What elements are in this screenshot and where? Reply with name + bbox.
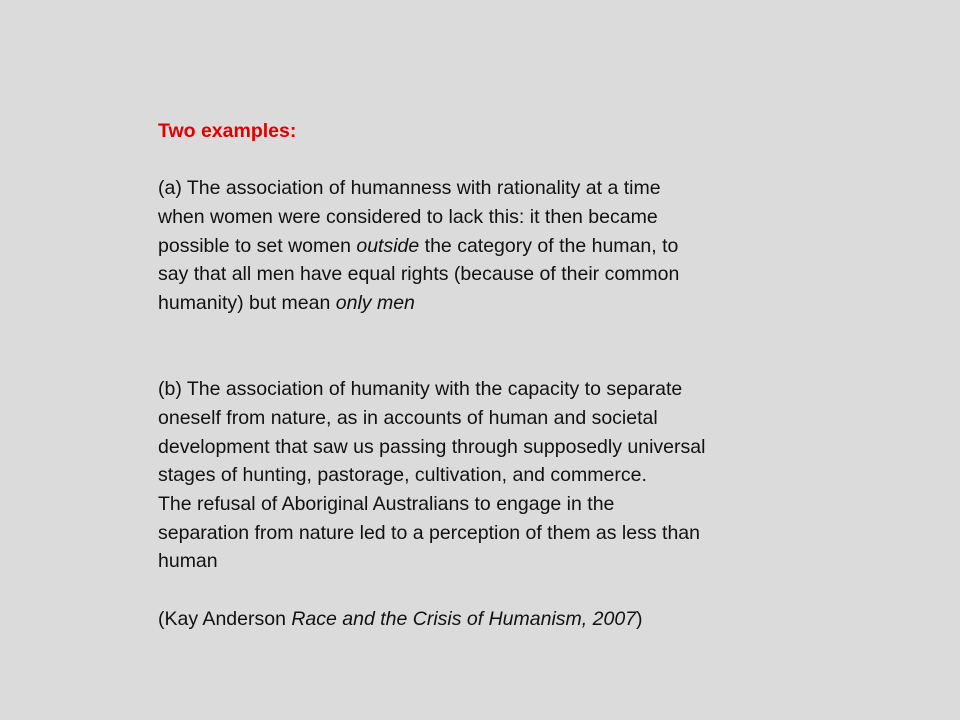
example-a-line-4: say that all men have equal rights (because of their common [158, 263, 680, 286]
example-b-line-5: The refusal of Aboriginal Australians to engage in the [158, 492, 615, 515]
example-a-paragraph [158, 174, 798, 317]
example-b-line-4: stages of hunting, pastorage, cultivation, and commerce. [158, 464, 647, 487]
example-b-line-2: oneself from nature, as in accounts of human and societal [158, 406, 658, 429]
example-b-line-3: development that saw us passing through supposedly universal [158, 435, 706, 458]
spacer [158, 576, 798, 605]
example-b-line-1: (b) The association of humanity with the capacity to separate [158, 378, 683, 401]
spacer [158, 318, 798, 375]
example-a-line-3-start: possible to set women [158, 234, 357, 257]
slide-content [158, 117, 798, 633]
example-a-line-5 [158, 289, 798, 318]
citation-author: (Kay Anderson [158, 607, 292, 630]
example-a-line-3-end: the category of the human, to [419, 234, 679, 257]
citation-title: Race and the Crisis of Humanism, 2007 [291, 607, 637, 630]
example-a-emphasis-only-men: only men [335, 292, 415, 315]
spacer [158, 146, 798, 175]
citation [158, 605, 798, 634]
citation-close: ) [636, 607, 643, 630]
example-a-line-3 [158, 232, 798, 261]
example-a-line-2: when women were considered to lack this: it then became [158, 206, 658, 229]
example-a-line-1: (a) The association of humanness with rationality at a time [158, 177, 661, 200]
example-a-emphasis-outside: outside [356, 234, 420, 257]
example-b-paragraph [158, 375, 798, 576]
slide-heading: Two examples: [158, 120, 297, 142]
example-b-line-6: separation from nature led to a perception of them as less than [158, 521, 700, 544]
example-a-line-5-start: humanity) but mean [158, 292, 336, 315]
example-b-line-7: human [158, 550, 218, 573]
